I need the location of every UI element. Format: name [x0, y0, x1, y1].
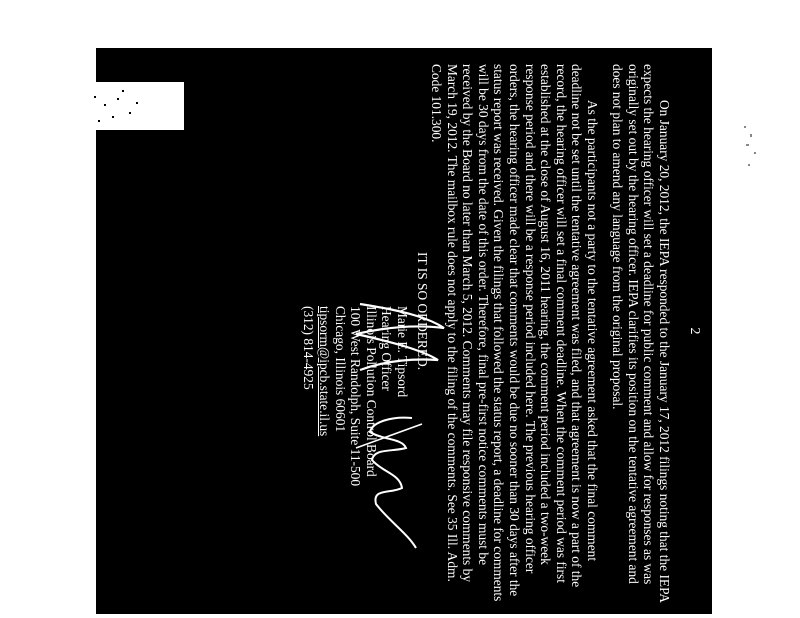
address-line-2: Chicago, Illinois 60601 [332, 306, 348, 433]
paragraph-comment-deadline: As the participants not a party to the tentative agreement asked that the final comment deadline not be set until the tentative agreement was filed, and that agreement is now a part of the record, the hearing officer will set a final comment deadline. When the comment period was first established at the close of August 16, 2011 hearing, the comment period included a two-week response period and there will be a response period included here. The previous hearing officer orders, the hearing officer made clear that comments would be due no sooner than 30 days after the status report was received. Given the filings that followed the status report, a deadline for comments will be 30 days from the date of this order. Therefore, final pre-first notice comments must be received by the Board no later than March 5, 2012. Comments may file responsive comments by March 19, 2012. The mailbox rule does not apply to the filing of the comments. See 35 Ill. Adm. Code 101.300. [429, 64, 600, 602]
signature-block [301, 306, 410, 606]
signer-title: Hearing Officer [379, 306, 395, 391]
phone-number: (312) 814-4925 [301, 306, 317, 390]
paragraph-iepa-response: On January 20, 2012, the IEPA responded to the January 17, 2012 filings noting that the IEPA expects the hearing officer will set a deadline for public comment and allow for responses as was originally set out by the hearing officer. IEPA clarifies its position on the tentative agreement and does not plan to amend any language from the original proposal. [610, 64, 672, 603]
rotated-document-page [96, 48, 712, 614]
page-number: 2 [687, 327, 702, 335]
so-ordered-line: IT IS SO ORDERED. [415, 252, 430, 371]
scan-noise-marks [740, 120, 770, 180]
email-link[interactable]: tipsorm@ipcb.state.il.us [317, 306, 333, 437]
organization-name: Illinois Pollution Control Board [363, 306, 379, 477]
address-line-1: 100 West Randolph, Suite 11-500 [348, 306, 364, 487]
signer-name: Marie E. Tipsord [395, 306, 410, 398]
